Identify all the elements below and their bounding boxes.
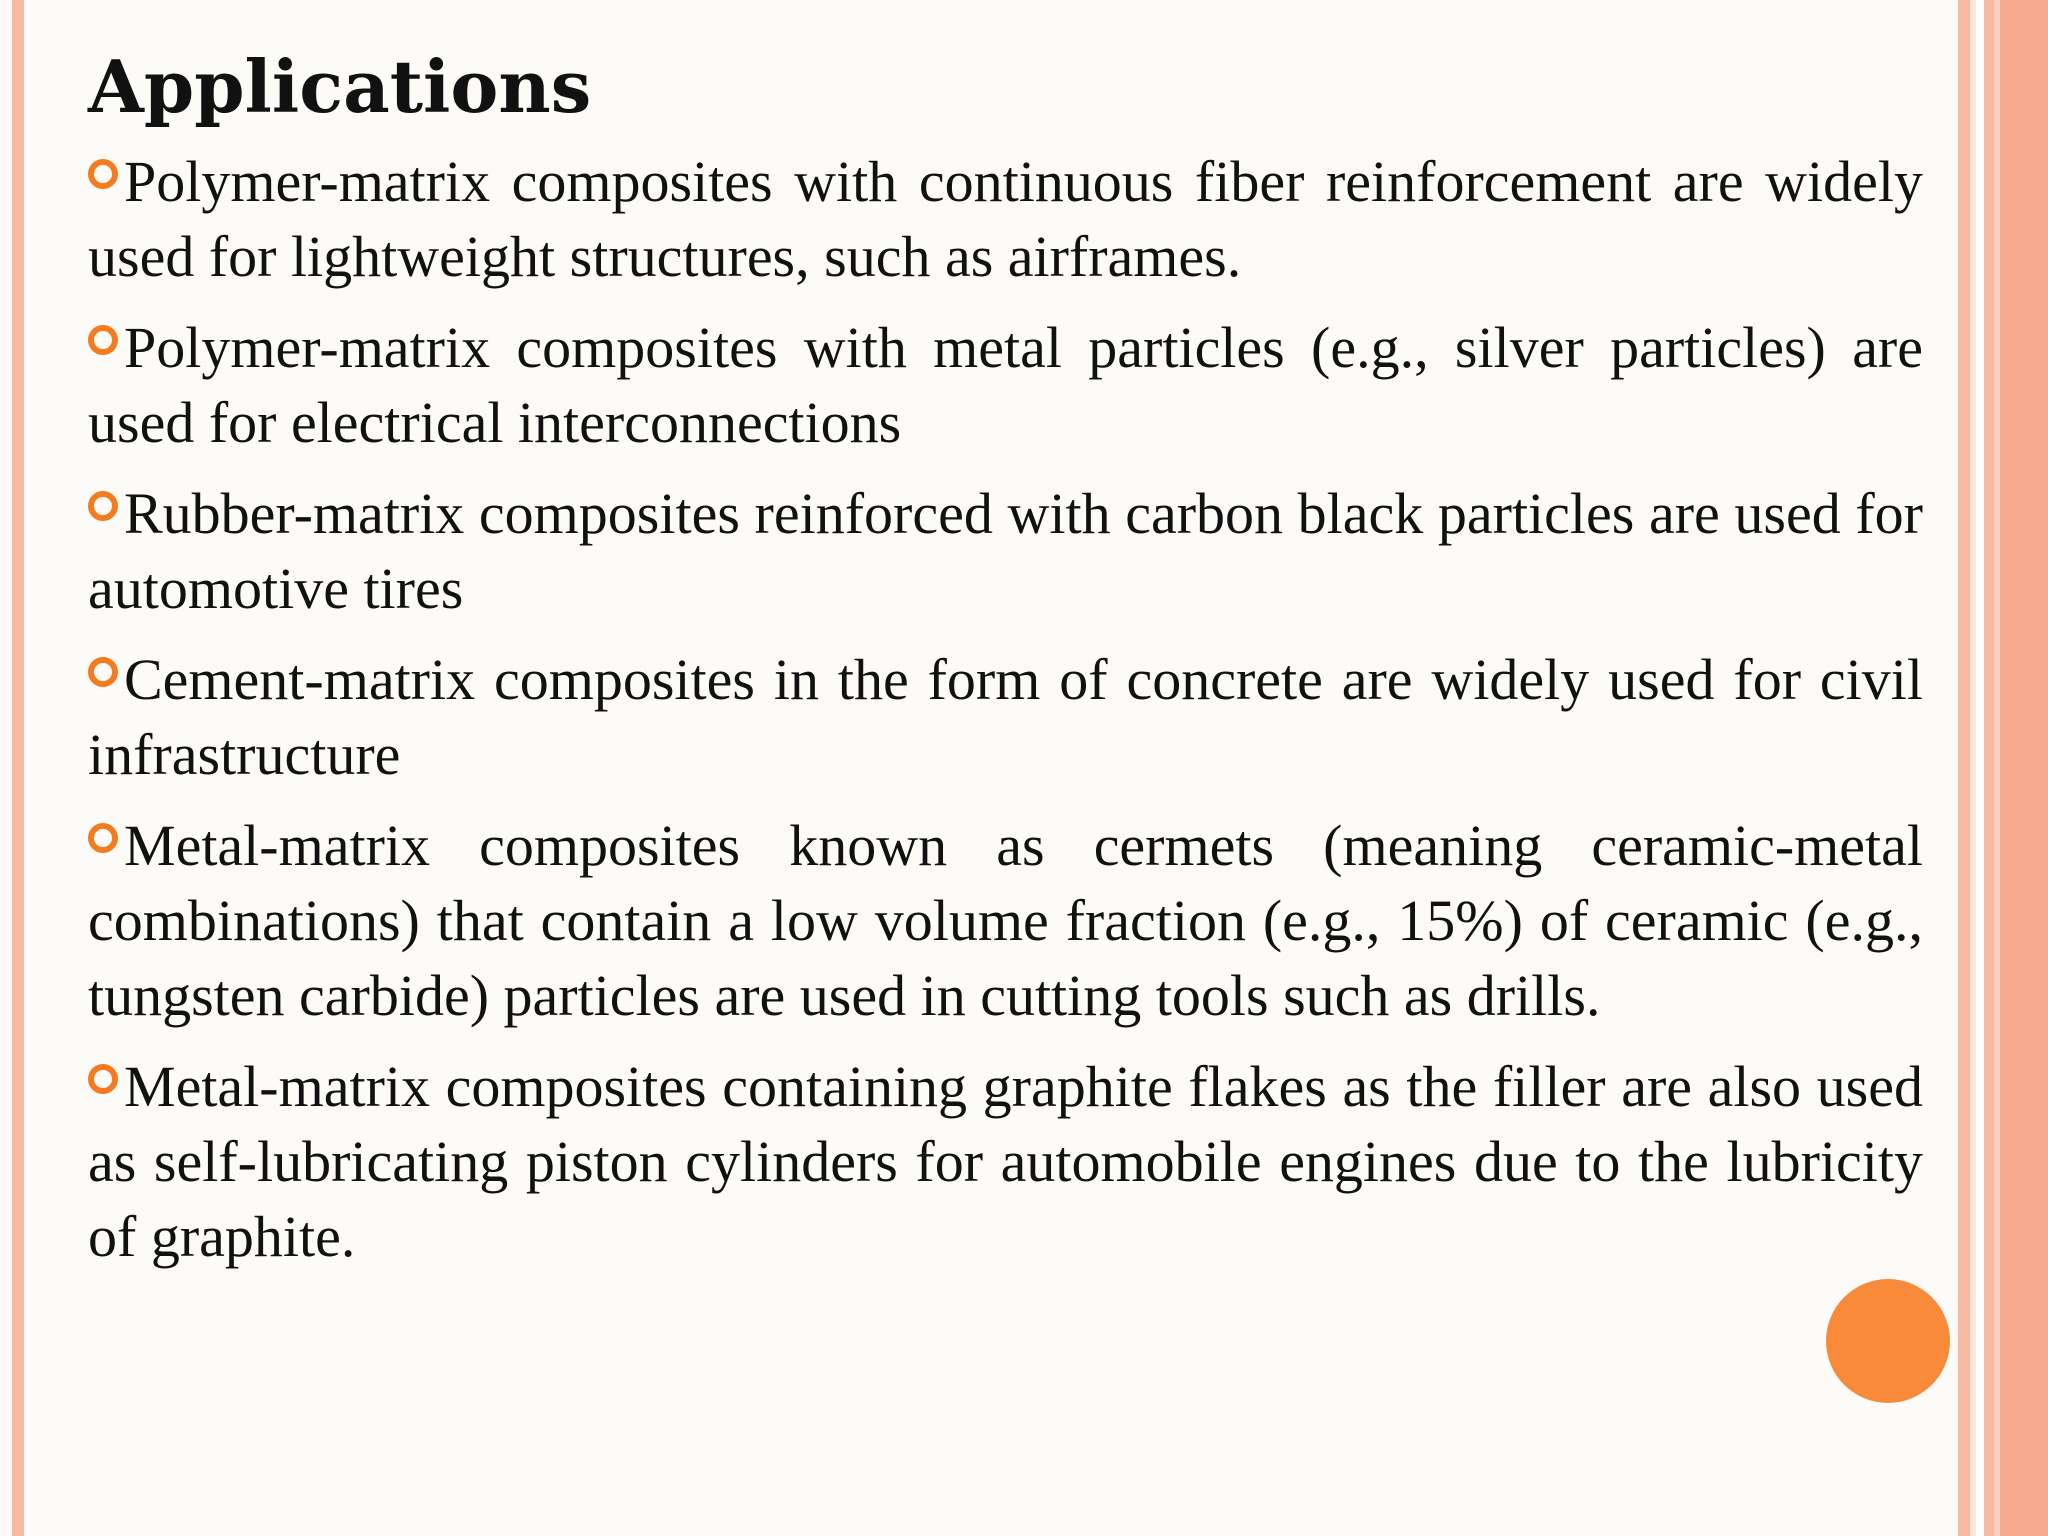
ring-bullet-icon — [88, 823, 118, 853]
bullet-item — [88, 642, 1923, 792]
bullet-list — [88, 144, 1923, 1274]
right-stripe — [2000, 0, 2048, 1536]
ring-bullet-icon — [88, 159, 118, 189]
laser-pointer-dot — [1826, 1279, 1950, 1403]
bullet-text: Rubber-matrix composites reinforced with carbon black particles are used for automotive tires — [88, 481, 1923, 622]
ring-bullet-icon — [88, 325, 118, 355]
bullet-item — [88, 476, 1923, 626]
right-stripe — [1976, 0, 1984, 1536]
bullet-text: Polymer-matrix composites with continuous fiber reinforcement are widely used for lightweight structures, such as airframes. — [88, 149, 1923, 290]
right-stripe — [1984, 0, 1994, 1536]
left-border-stripe — [12, 0, 24, 1536]
bullet-text: Metal-matrix composites known as cermets (meaning ceramic-metal combinations) that contain a low volume fraction (e.g., 15%) of ceramic (e.g., tungsten carbide) particles are used in cutting tools such as drills. — [88, 813, 1923, 1029]
right-stripe — [1958, 0, 1970, 1536]
bullet-item — [88, 808, 1923, 1033]
bullet-text: Metal-matrix composites containing graphite flakes as the filler are also used as self-lubricating piston cylinders for automobile engines due to the lubricity of graphite. — [88, 1054, 1923, 1270]
bullet-item — [88, 144, 1923, 294]
right-border-stripes — [1958, 0, 2048, 1536]
ring-bullet-icon — [88, 657, 118, 687]
ring-bullet-icon — [88, 1064, 118, 1094]
bullet-item — [88, 310, 1923, 460]
bullet-item — [88, 1049, 1923, 1274]
slide-content — [88, 44, 1923, 1290]
slide-title: Applications — [88, 44, 592, 129]
bullet-text: Cement-matrix composites in the form of concrete are widely used for civil infrastructure — [88, 647, 1923, 788]
bullet-text: Polymer-matrix composites with metal particles (e.g., silver particles) are used for electrical interconnections — [88, 315, 1923, 456]
ring-bullet-icon — [88, 491, 118, 521]
